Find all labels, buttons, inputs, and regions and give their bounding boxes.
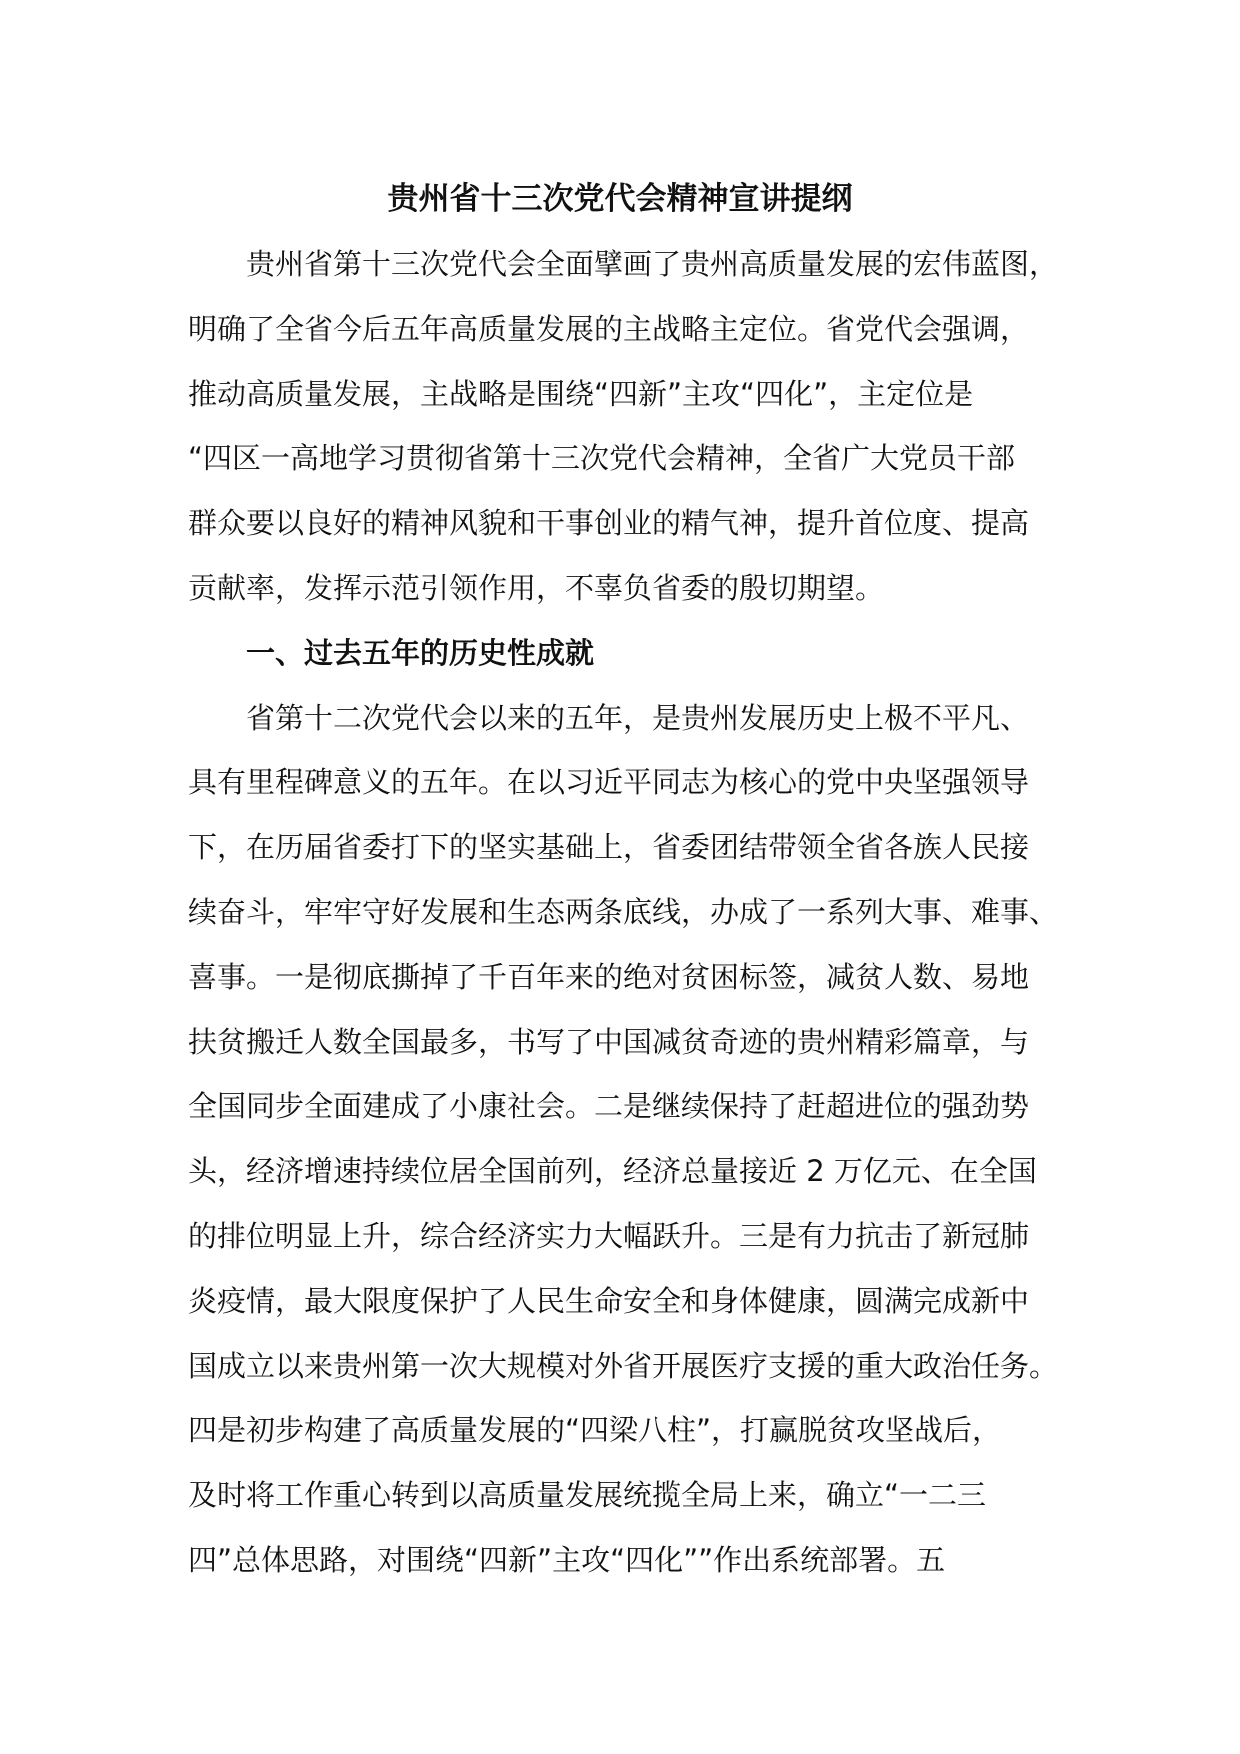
document-title: 贵州省十三次党代会精神宣讲提纲 — [387, 181, 853, 217]
text-line: 贵州省第十三次党代会全面擘画了贵州高质量发展的宏伟蓝图， — [246, 247, 1059, 281]
text-line: 全国同步全面建成了小康社会。二是继续保持了赶超进位的强劲势 — [188, 1089, 1030, 1124]
text-line: 明确了全省今后五年高质量发展的主战略主定位。省党代会强调， — [188, 311, 1030, 346]
text-line: 四是初步构建了高质量发展的“四梁八柱”，打赢脱贫攻坚战后， — [188, 1413, 1002, 1448]
text-line: 四”总体思路，对围绕“四新”主攻“四化””作出系统部署。五 — [188, 1542, 946, 1577]
text-line: 国成立以来贵州第一次大规模对外省开展医疗支援的重大政治任务。 — [188, 1348, 1059, 1383]
text-line: “四区一高地学习贯彻省第十三次党代会精神，全省广大党员干部 — [188, 441, 1016, 476]
section-heading: 一、过去五年的历史性成就 — [246, 635, 595, 670]
text-line: 群众要以良好的精神风貌和干事创业的精气神，提升首位度、提高 — [188, 506, 1030, 541]
text-line: 炎疫情，最大限度保护了人民生命安全和身体健康，圆满完成新中 — [188, 1283, 1030, 1318]
document-body — [188, 243, 1088, 1604]
text-line: 贡献率，发挥示范引领作用，不辜负省委的殷切期望。 — [188, 570, 885, 605]
text-line: 下，在历届省委打下的坚实基础上，省委团结带领全省各族人民接 — [188, 830, 1030, 865]
text-line: 续奋斗，牢牢守好发展和生态两条底线，办成了一系列大事、难事、 — [188, 894, 1059, 929]
text-line: 扶贫搬迁人数全国最多，书写了中国减贫奇迹的贵州精彩篇章，与 — [188, 1024, 1030, 1059]
text-line: 具有里程碑意义的五年。在以习近平同志为核心的党中央坚强领导 — [188, 765, 1030, 800]
text-line: 头，经济增速持续位居全国前列，经济总量接近 2 万亿元、在全国 — [188, 1154, 1037, 1189]
text-line: 及时将工作重心转到以高质量发展统揽全局上来，确立“一二三 — [188, 1478, 987, 1513]
text-line: 推动高质量发展，主战略是围绕“四新”主攻“四化”，主定位是 — [188, 376, 974, 411]
text-line: 省第十二次党代会以来的五年，是贵州发展历史上极不平凡、 — [246, 700, 1030, 735]
text-line: 的排位明显上升，综合经济实力大幅跃升。三是有力抗击了新冠肺 — [188, 1218, 1030, 1253]
text-line: 喜事。一是彻底撕掉了千百年来的绝对贫困标签，减贫人数、易地 — [188, 959, 1030, 994]
